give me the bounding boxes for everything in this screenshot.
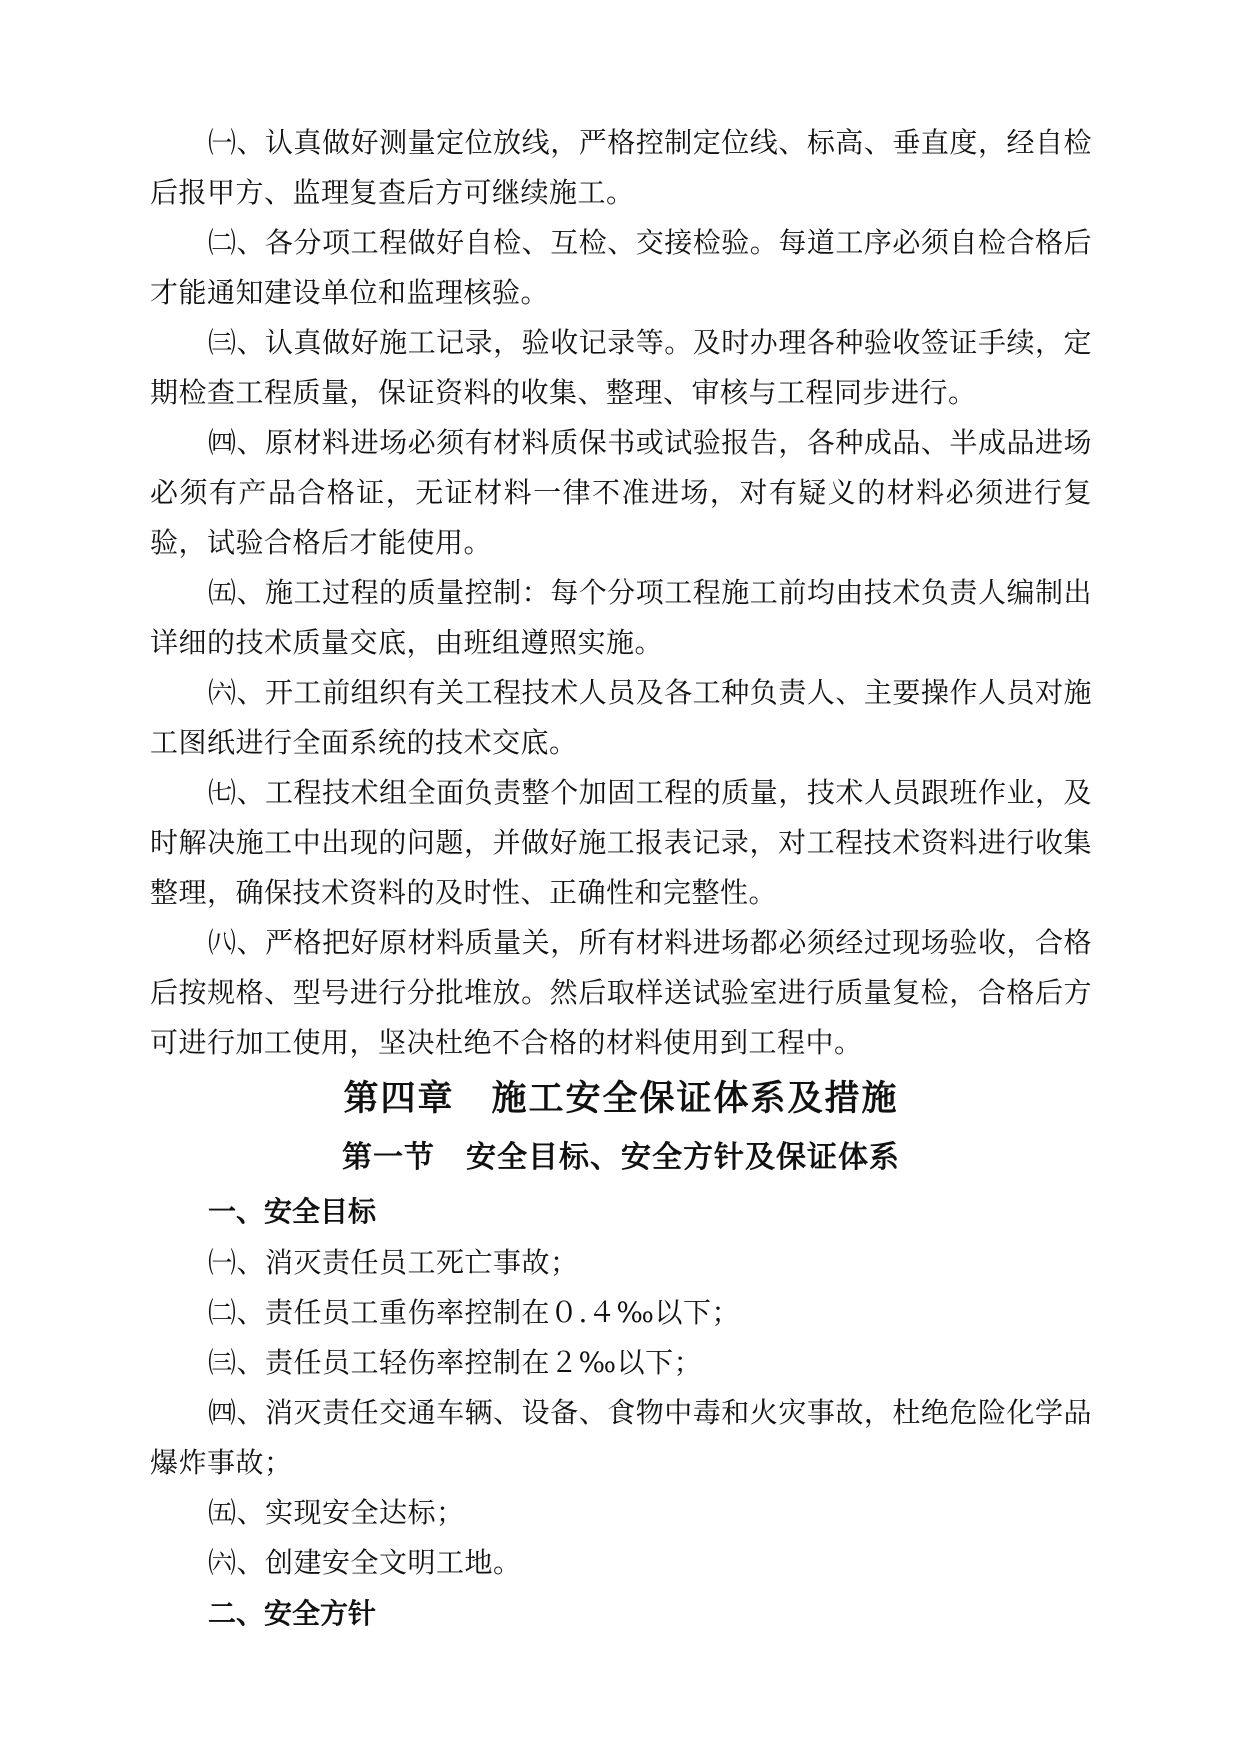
quality-measure-6: ㈥、开工前组织有关工程技术人员及各工种负责人、主要操作人员对施工图纸进行全面系统的技术交底。 (150, 676, 1092, 759)
safety-goal-4: ㈣、消灭责任交通车辆、设备、食物中毒和火灾事故，杜绝危险化学品爆炸事故； (150, 1396, 1092, 1479)
quality-measure-8: ㈧、严格把好原材料质量关，所有材料进场都必须经过现场验收，合格后按规格、型号进行分批堆放。然后取样送试验室进行质量复检，合格后方可进行加工使用，坚决杜绝不合格的材料使用到工程中。 (150, 926, 1092, 1059)
quality-measure-2: ㈡、各分项工程做好自检、互检、交接检验。每道工序必须自检合格后才能通知建设单位和监理核验。 (150, 226, 1092, 309)
safety-goal-1: ㈠、消灭责任员工死亡事故； (208, 1246, 579, 1279)
safety-goal-5: ㈤、实现安全达标； (208, 1496, 465, 1529)
chapter-title: 第四章 施工安全保证体系及措施 (343, 1079, 899, 1119)
quality-measure-3: ㈢、认真做好施工记录，验收记录等。及时办理各种验收签证手续，定期检查工程质量，保证资料的收集、整理、审核与工程同步进行。 (150, 326, 1092, 409)
safety-goal-2: ㈡、责任员工重伤率控制在０.４‰以下； (208, 1296, 740, 1329)
quality-measure-1: ㈠、认真做好测量定位放线，严格控制定位线、标高、垂直度，经自检后报甲方、监理复查后方可继续施工。 (150, 126, 1092, 209)
safety-goals-heading: 一、安全目标 (208, 1195, 377, 1228)
safety-goal-6: ㈥、创建安全文明工地。 (208, 1546, 522, 1579)
quality-measure-5: ㈤、施工过程的质量控制：每个分项工程施工前均由技术负责人编制出详细的技术质量交底，由班组遵照实施。 (150, 576, 1092, 659)
safety-policy-heading: 二、安全方针 (208, 1597, 377, 1630)
section-title: 第一节 安全目标、安全方针及保证体系 (342, 1140, 900, 1175)
safety-goal-3: ㈢、责任员工轻伤率控制在２‰以下； (208, 1346, 703, 1379)
quality-measure-7: ㈦、工程技术组全面负责整个加固工程的质量，技术人员跟班作业，及时解决施工中出现的问题，并做好施工报表记录，对工程技术资料进行收集整理，确保技术资料的及时性、正确性和完整性。 (150, 776, 1092, 909)
quality-measure-4: ㈣、原材料进场必须有材料质保书或试验报告，各种成品、半成品进场必须有产品合格证，无证材料一律不准进场，对有疑义的材料必须进行复验，试验合格后才能使用。 (150, 426, 1092, 559)
document-page (150, 118, 1092, 1640)
